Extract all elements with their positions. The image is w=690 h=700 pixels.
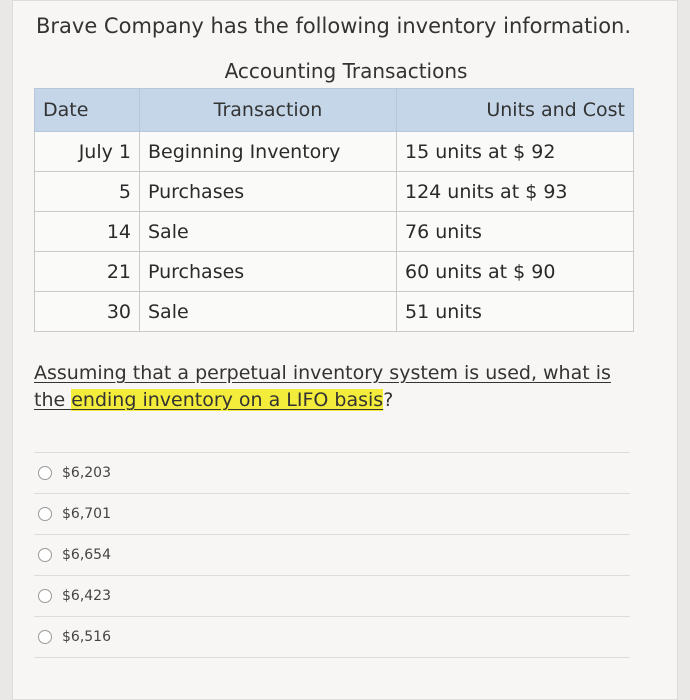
cell-units-cost: 124 units at $ 93 — [397, 172, 634, 212]
option-label: $6,423 — [62, 588, 111, 604]
cell-units-cost: 76 units — [397, 212, 634, 252]
highlighted-phrase: ending inventory on a LIFO basis — [71, 389, 384, 411]
transactions-table — [34, 88, 634, 332]
answer-option[interactable] — [34, 494, 630, 535]
cell-date: July 1 — [35, 132, 140, 172]
question-card — [12, 0, 678, 700]
cell-date: 30 — [35, 292, 140, 332]
table-row — [35, 132, 634, 172]
radio-icon[interactable] — [38, 548, 52, 562]
cell-transaction: Sale — [140, 212, 397, 252]
radio-icon[interactable] — [38, 589, 52, 603]
cell-units-cost: 60 units at $ 90 — [397, 252, 634, 292]
table-row — [35, 172, 634, 212]
answer-option[interactable] — [34, 617, 630, 658]
radio-icon[interactable] — [38, 630, 52, 644]
answer-options — [34, 453, 630, 658]
answer-option[interactable] — [34, 576, 630, 617]
option-label: $6,654 — [62, 547, 111, 563]
radio-icon[interactable] — [38, 466, 52, 480]
cell-date: 21 — [35, 252, 140, 292]
cell-transaction: Beginning Inventory — [140, 132, 397, 172]
radio-icon[interactable] — [38, 507, 52, 521]
cell-date: 5 — [35, 172, 140, 212]
cell-units-cost: 15 units at $ 92 — [397, 132, 634, 172]
cell-transaction: Purchases — [140, 252, 397, 292]
header-units-and-cost: Units and Cost — [397, 89, 634, 132]
table-header-row — [35, 89, 634, 132]
table-row — [35, 292, 634, 332]
option-label: $6,203 — [62, 465, 111, 481]
cell-date: 14 — [35, 212, 140, 252]
option-label: $6,701 — [62, 506, 111, 522]
header-date: Date — [35, 89, 140, 132]
option-label: $6,516 — [62, 629, 111, 645]
table-row — [35, 212, 634, 252]
table-caption: Accounting Transactions — [224, 59, 468, 83]
header-transaction: Transaction — [140, 89, 397, 132]
question-mark: ? — [383, 389, 394, 411]
cell-units-cost: 51 units — [397, 292, 634, 332]
question-text-line2: the — [34, 389, 72, 411]
question-intro: Brave Company has the following inventory information. — [36, 14, 632, 38]
table-row — [35, 252, 634, 292]
answer-option[interactable] — [34, 535, 630, 576]
question-text-line1: Assuming that a perpetual inventory system is used, what is — [34, 362, 611, 384]
question-prompt — [34, 360, 634, 414]
cell-transaction: Sale — [140, 292, 397, 332]
answer-option[interactable] — [34, 453, 630, 494]
cell-transaction: Purchases — [140, 172, 397, 212]
